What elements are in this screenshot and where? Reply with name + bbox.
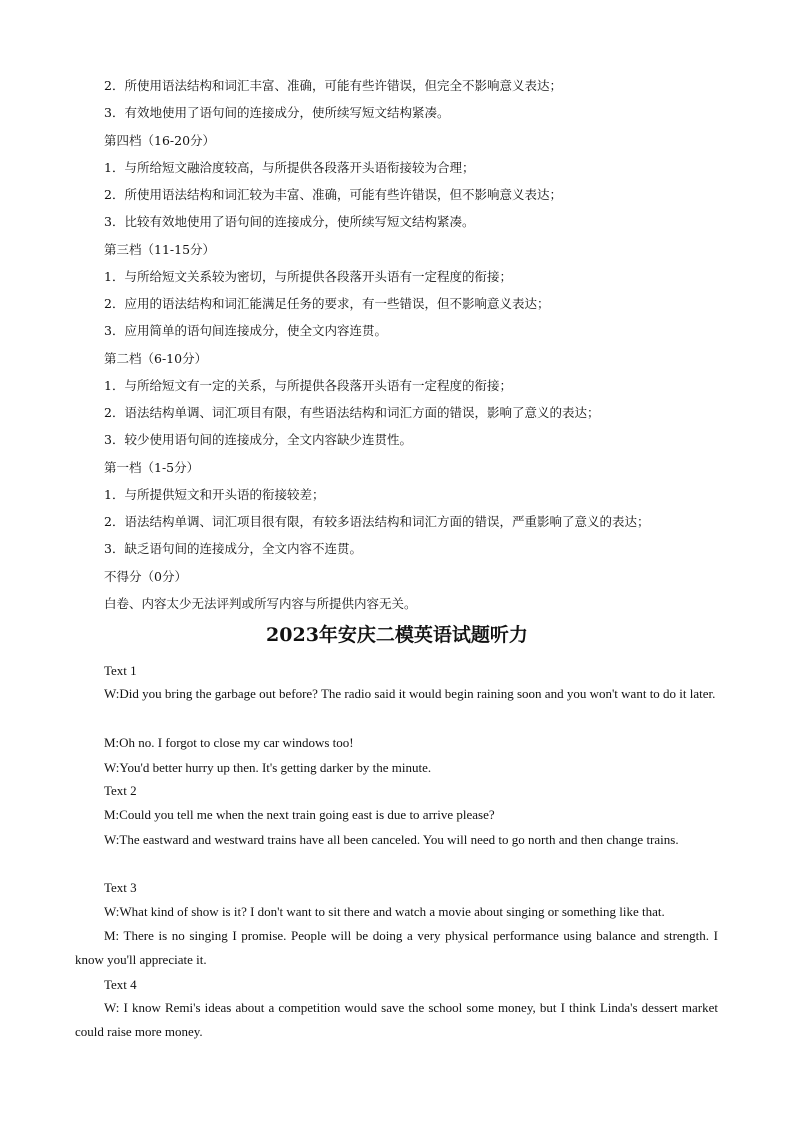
rubric-line: 1．与所提供短文和开头语的衔接较差； — [104, 487, 325, 502]
rubric-line: 1．与所给短文有一定的关系，与所提供各段落开头语有一定程度的衔接； — [104, 378, 512, 393]
dialogue-line: W:Did you bring the garbage out before? The radio said it would begin raining soon and you won't want to do it later. — [104, 686, 716, 701]
text-label: Text 3 — [104, 880, 137, 895]
rubric-grade-heading: 不得分（0分） — [104, 569, 187, 584]
rubric-line: 3．有效地使用了语句间的连接成分，使所续写短文结构紧凑。 — [104, 105, 450, 120]
section-title: 2023年安庆二模英语试题听力 — [266, 624, 528, 646]
rubric-line: 1．与所给短文关系较为密切，与所提供各段落开头语有一定程度的衔接； — [104, 269, 512, 284]
rubric-line: 2．所使用语法结构和词汇丰富、准确，可能有些许错误，但完全不影响意义表达； — [104, 78, 562, 93]
rubric-line: 2．语法结构单调、词汇项目有限，有些语法结构和词汇方面的错误，影响了意义的表达； — [104, 405, 600, 420]
dialogue-line: M:Could you tell me when the next train going east is due to arrive please? — [104, 807, 495, 822]
text-label: Text 1 — [104, 663, 137, 678]
rubric-line: 2．语法结构单调、词汇项目很有限，有较多语法结构和词汇方面的错误，严重影响了意义的表达； — [104, 514, 650, 529]
rubric-grade-heading: 第三档（11-15分） — [104, 242, 216, 257]
rubric-line: 3．较少使用语句间的连接成分，全文内容缺少连贯性。 — [104, 432, 412, 447]
dialogue-line: W:What kind of show is it? I don't want to sit there and watch a movie about singing or something like that. — [104, 904, 665, 919]
text-label: Text 4 — [104, 977, 137, 992]
rubric-line: 2．所使用语法结构和词汇较为丰富、准确，可能有些许错误，但不影响意义表达； — [104, 187, 562, 202]
dialogue-line: M: There is no singing I promise. People will be doing a very physical performance using balance and strength. I know you'll appreciate it. — [75, 928, 718, 967]
rubric-line: 3．比较有效地使用了语句间的连接成分，使所续写短文结构紧凑。 — [104, 214, 475, 229]
rubric-line: 3．应用简单的语句间连接成分，使全文内容连贯。 — [104, 323, 387, 338]
text-label: Text 2 — [104, 783, 137, 798]
rubric-line: 3．缺乏语句间的连接成分，全文内容不连贯。 — [104, 541, 362, 556]
dialogue-line: W: I know Remi's ideas about a competition would save the school some money, but I think Linda's dessert market could raise more money. — [75, 1000, 718, 1039]
rubric-grade-heading: 第二档（6-10分） — [104, 351, 208, 366]
dialogue-line: W:You'd better hurry up then. It's getting darker by the minute. — [104, 760, 432, 775]
rubric-line: 1．与所给短文融洽度较高，与所提供各段落开头语衔接较为合理； — [104, 160, 475, 175]
dialogue-line: M:Oh no. I forgot to close my car windows too! — [104, 735, 354, 750]
rubric-grade-heading: 第四档（16-20分） — [104, 133, 216, 148]
rubric-grade-heading: 第一档（1-5分） — [104, 460, 200, 475]
dialogue-line: W:The eastward and westward trains have all been canceled. You will need to go north and then change trains. — [104, 832, 679, 847]
rubric-line: 2．应用的语法结构和词汇能满足任务的要求，有一些错误，但不影响意义表达； — [104, 296, 550, 311]
rubric-line: 白卷、内容太少无法评判或所写内容与所提供内容无关。 — [104, 596, 417, 611]
